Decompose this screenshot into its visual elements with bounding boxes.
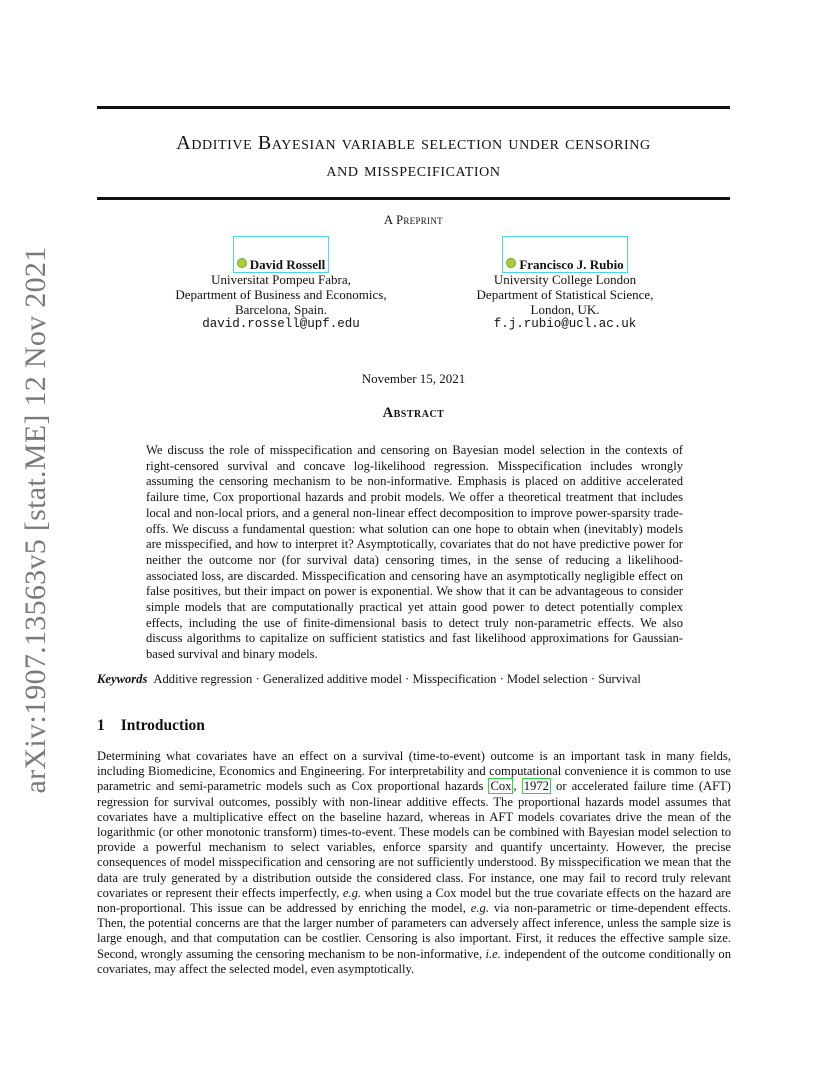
abstract-heading: Abstract (382, 405, 445, 421)
keywords-text: Additive regression · Generalized additive model · Misspecification · Model selection · Survival (153, 672, 641, 686)
title-line-1: Additive Bayesian variable selection under censoring (176, 132, 651, 154)
citation-separator: , (513, 779, 522, 794)
title-rule-bottom (97, 197, 730, 200)
author-affiliation-line: London, UK. (530, 302, 600, 317)
paper-title (97, 130, 730, 184)
intro-text: or accelerated failure time (AFT) regression for survival outcomes, possibly with non-linear additive effects. The proportional hazards model assumes that covariates have a multiplicative effect on the baseline hazard, whereas in AFT models covariates drive the mean of the logarithmic (or other monotonic transform) times-to-event. These models can be combined with Bayesian model selection to provide a powerful mechanism to select variables, enforce sparsity and quantify uncertainty. However, the precise consequences of model misspecification and censoring are not sufficiently understood. By misspecification we mean that the data are truly generated by a distribution outside the considered class. For instance, one may fail to record truly relevant covariates or represent their effects imperfectly, (97, 779, 731, 900)
author-block-2 (465, 257, 665, 332)
citation-year: 1972 (523, 779, 549, 794)
author-affiliation-line: Department of Business and Economics, (175, 287, 387, 302)
citation-link[interactable] (488, 778, 513, 794)
arxiv-stamp: arXiv:1907.13563v5 [stat.ME] 12 Nov 2021 (19, 246, 52, 794)
keywords-line (97, 672, 730, 687)
publication-date: November 15, 2021 (361, 371, 466, 386)
keywords-label: Keywords (97, 672, 148, 686)
intro-text: when using a Cox model but the true covariate effects on the hazard are non-proportional. This issue can be addressed by enriching the model, (97, 885, 732, 916)
citation-author: Cox (490, 779, 512, 794)
author-name-link[interactable] (506, 257, 623, 272)
author-affiliation-line: University College London (493, 272, 637, 287)
title-rule-top (97, 106, 730, 109)
introduction-paragraph (97, 749, 731, 977)
title-line-2: and misspecification (326, 159, 501, 181)
intro-italic: e.g. (470, 901, 489, 916)
preprint-label: A Preprint (384, 213, 443, 227)
author-block-1 (166, 257, 396, 332)
section-number: 1 (97, 717, 105, 734)
link-highlight-box (233, 236, 329, 273)
author-email[interactable]: f.j.rubio@ucl.ac.uk (493, 317, 637, 331)
intro-text: independent of the outcome conditionally on covariates, may affect the selected model, even asymptotically. (97, 946, 731, 976)
intro-text: Determining what covariates have an effect on a survival (time-to-event) outcome is an important task in many fields, including Biomedicine, Economics and Engineering. For interpretability and computational convenience it is common to use parametric and semi-parametric models such as Cox proportional hazards (97, 749, 731, 794)
author-affiliation-line: Universitat Pompeu Fabra, (211, 272, 351, 287)
author-name-link[interactable] (237, 257, 325, 272)
abstract-text: We discuss the role of misspecification and censoring on Bayesian model selection in the contexts of right-censored survival and concave log-likelihood regression. Misspecification includes wrongly assuming the censoring mechanism to be non-informative. Emphasis is placed on additive accelerated failure time, Cox proportional hazards and probit models. We offer a theoretical treatment that includes local and non-local priors, and a general non-linear effect decomposition to improve power-sparsity trade-offs. We discuss a fundamental question: what solution can one hope to obtain when (inevitably) models are misspecified, and how to interpret it? Asymptotically, covariates that do not have predictive power for neither the outcome nor (for survival data) censoring times, in the sense of reducing a likelihood-associated loss, are discarded. Misspecification and censoring have an asymptotically negligible effect on false positives, but their impact on power is exponential. We show that it can be advantageous to consider simple models that are computationally practical yet attain good power to detect potentially complex effects, including the use of finite-dimensional basis to detect truly non-parametric effects. We also discuss algorithms to capitalize on sufficient statistics and fast likelihood approximations for Gaussian-based survival and binary models. (146, 443, 683, 662)
citation-link[interactable] (522, 778, 551, 794)
intro-italic: e.g. (342, 885, 362, 900)
link-highlight-box (502, 236, 627, 273)
author-name: Francisco J. Rubio (519, 257, 624, 272)
section-heading (97, 717, 205, 735)
author-affiliation-line: Barcelona, Spain. (234, 302, 328, 317)
intro-text: via non-parametric or time-dependent effects. Then, the potential concerns are that the larger number of parameters can adversely affect inference, unless the sample size is large enough, and that computation can be costlier. Censoring is also important. First, it reduces the effective sample size. Second, wrongly assuming the censoring mechanism to be non-informative, (97, 901, 731, 961)
section-title: Introduction (120, 717, 205, 734)
author-affiliation-line: Department of Statistical Science, (476, 287, 654, 302)
author-name: David Rossell (249, 257, 326, 272)
author-email[interactable]: david.rossell@upf.edu (202, 317, 360, 331)
intro-italic: i.e. (485, 946, 501, 961)
